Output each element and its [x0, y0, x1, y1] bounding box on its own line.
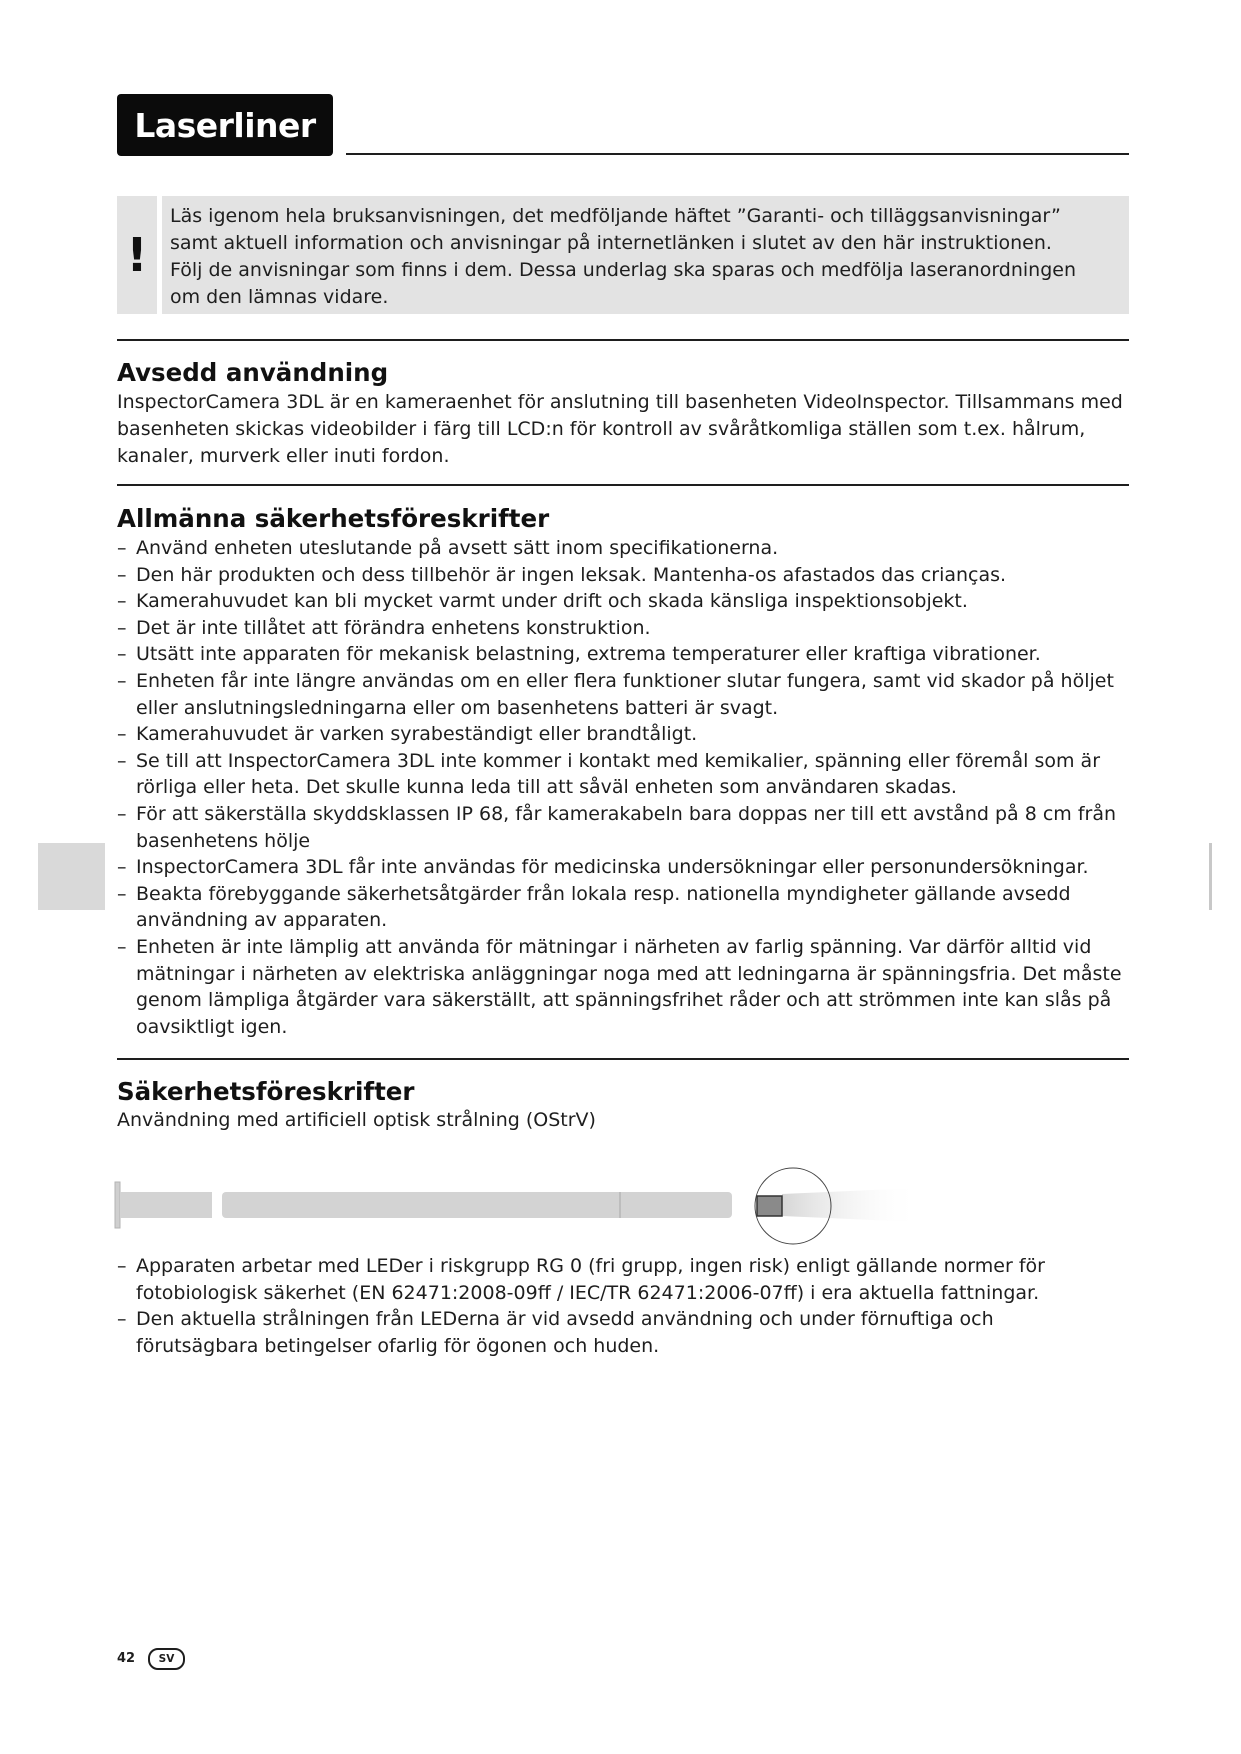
- list-item-text: För att säkerställa skyddsklassen IP 68, får kamerakabeln bara doppas ner till ett avstånd på 8 cm från basenhetens hölje: [136, 802, 1117, 852]
- light-beam: [782, 1188, 920, 1222]
- intended-use-heading: Avsedd användning: [117, 358, 389, 387]
- list-item: [117, 562, 1127, 589]
- list-item-text: Enheten är inte lämplig att använda för mätningar i närheten av farlig spänning. Var därför alltid vid mätningar i närheten av elektriska anläggningar noga med att ledningarna är spänningsfria. Det måste genom lämpliga åtgärder vara säkerställt, att spänningsfrihet råder och att strömmen inte kan slås på oavsiktligt igen.: [136, 935, 1122, 1038]
- general-safety-list: [117, 535, 1127, 1040]
- dash-marker: –: [117, 1255, 127, 1277]
- safety-heading: Säkerhetsföreskrifter: [117, 1077, 415, 1106]
- notice-line: om den lämnas vidare.: [170, 286, 389, 308]
- dash-marker: –: [117, 616, 127, 639]
- dash-marker: –: [117, 802, 127, 825]
- list-item-text: Kamerahuvudet kan bli mycket varmt under drift och skada känsliga inspektionsobjekt.: [136, 590, 968, 613]
- language-badge: SV: [148, 1648, 185, 1670]
- probe-tube-segment: [120, 1192, 212, 1218]
- list-item: [117, 535, 1127, 562]
- dash-marker: –: [117, 935, 127, 958]
- list-item: [117, 1253, 1097, 1306]
- text-line: basenheten skickas videobilder i färg till LCD:n för kontroll av svåråtkomliga ställen som t.ex. hålrum,: [117, 418, 1086, 440]
- list-item-text: Kamerahuvudet är varken syrabeständigt eller brandtåligt.: [136, 723, 698, 746]
- dash-marker: –: [117, 563, 127, 586]
- side-language-tab: [38, 843, 105, 910]
- brand-logo: Laserliner: [117, 94, 333, 156]
- text-line: InspectorCamera 3DL är en kameraenhet för anslutning till basenheten VideoInspector. Tillsammans med: [117, 391, 1123, 413]
- dash-marker: –: [117, 537, 127, 559]
- warning-icon: !: [117, 196, 157, 314]
- camera-probe-illustration: [110, 1160, 930, 1260]
- notice-line: Läs igenom hela bruksanvisningen, det medföljande häftet ”Garanti- och tilläggsanvisningar”: [170, 205, 1061, 227]
- list-item-text: Beakta förebyggande säkerhetsåtgärder från lokala resp. nationella myndigheter gällande avsedd användning av apparaten.: [136, 882, 1071, 932]
- intended-use-text: [117, 389, 1123, 470]
- list-item-text: Den här produkten och dess tillbehör är ingen leksak. Mantenha-os afastados das crianças.: [136, 563, 1007, 586]
- probe-cable: [222, 1192, 732, 1218]
- notice-line: samt aktuell information och anvisningar på internetlänken i slutet av den här instruktionen.: [170, 232, 1052, 254]
- list-item: [117, 668, 1127, 721]
- list-item-text: Det är inte tillåtet att förändra enhetens konstruktion.: [136, 616, 651, 639]
- dash-marker: –: [117, 882, 127, 905]
- section-divider: [117, 339, 1129, 341]
- header-rule: [346, 153, 1129, 155]
- list-item: [117, 641, 1127, 668]
- dash-marker: –: [117, 669, 127, 692]
- section-divider: [117, 484, 1129, 486]
- list-item-text: Den aktuella strålningen från LEDerna är vid avsedd användning och under förnuftiga och förutsägbara betingelser ofarlig för ögonen och huden.: [136, 1308, 994, 1357]
- list-item: [117, 615, 1127, 642]
- camera-head: [757, 1196, 782, 1216]
- list-item-text: InspectorCamera 3DL får inte användas för medicinska undersökningar eller personundersökningar.: [136, 856, 1089, 879]
- list-item: [117, 1306, 1097, 1359]
- general-safety-heading: Allmänna säkerhetsföreskrifter: [117, 504, 550, 533]
- dash-marker: –: [117, 749, 127, 772]
- list-item: [117, 748, 1127, 801]
- probe-end-cap: [115, 1182, 120, 1228]
- dash-marker: –: [117, 723, 127, 746]
- list-item: [117, 721, 1127, 748]
- page-number: 42: [117, 1651, 136, 1666]
- dash-marker: –: [117, 1308, 127, 1331]
- dash-marker: –: [117, 856, 127, 879]
- notice-box: [162, 196, 1129, 314]
- list-item: [117, 881, 1127, 934]
- dash-marker: –: [117, 643, 127, 666]
- notice-line: Följ de anvisningar som finns i dem. Dessa underlag ska sparas och medfölja laseranordningen: [170, 259, 1077, 281]
- list-item: [117, 801, 1127, 854]
- edge-marker: [1209, 843, 1212, 910]
- list-item-text: Utsätt inte apparaten för mekanisk belastning, extrema temperaturer eller kraftiga vibrationer.: [136, 643, 1041, 666]
- list-item-text: Apparaten arbetar med LEDer i riskgrupp RG 0 (fri grupp, ingen risk) enligt gällande normer för fotobiologisk säkerhet (EN 62471:2008-09ff / IEC/TR 62471:2006-07ff) i era aktuella fattningar.: [136, 1255, 1045, 1304]
- text-line: kanaler, murverk eller inuti fordon.: [117, 445, 450, 467]
- list-item-text: Använd enheten uteslutande på avsett sätt inom specifikationerna.: [136, 537, 779, 559]
- list-item: [117, 588, 1127, 615]
- list-item-text: Se till att InspectorCamera 3DL inte kommer i kontakt med kemikalier, spänning eller föremål som är rörliga eller heta. Det skulle kunna leda till att såväl enheten som användaren skadas.: [136, 749, 1101, 799]
- optical-safety-list: [117, 1253, 1097, 1359]
- list-item-text: Enheten får inte längre användas om en eller flera funktioner slutar fungera, samt vid skador på höljet eller anslutningsledningarna eller om basenhetens batteri är svagt.: [136, 669, 1114, 719]
- list-item: [117, 854, 1127, 881]
- section-divider: [117, 1058, 1129, 1060]
- dash-marker: –: [117, 590, 127, 613]
- safety-subheading: Användning med artificiell optisk strålning (OStrV): [117, 1109, 596, 1131]
- list-item: [117, 934, 1127, 1040]
